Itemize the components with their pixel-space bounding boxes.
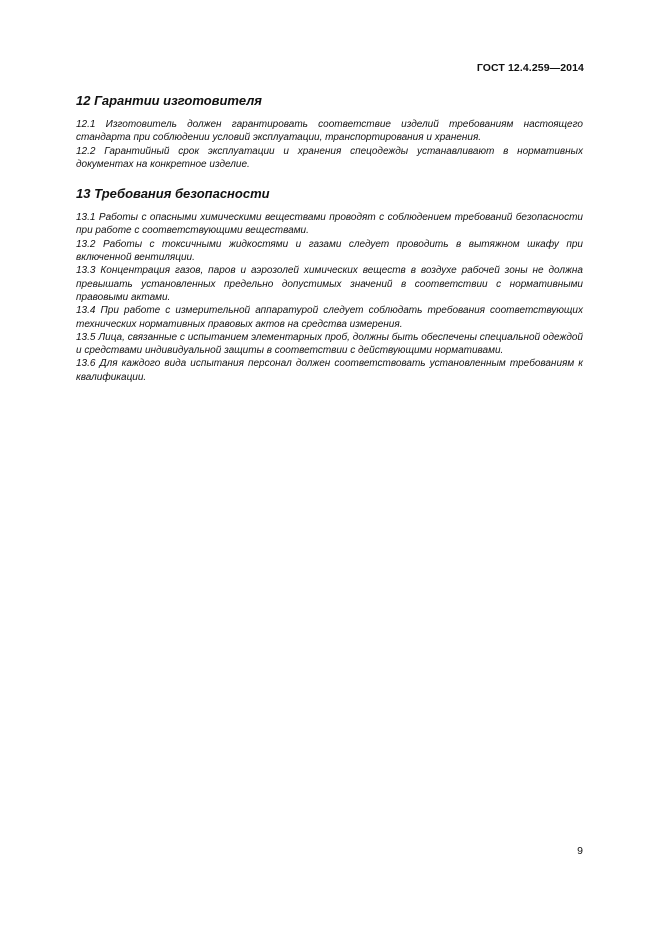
paragraph-13-6: 13.6 Для каждого вида испытания персонал должен соответствовать установленным требованиям к квалификации.: [76, 358, 583, 383]
section-title: 13 Требования безопасности: [76, 186, 270, 202]
section-manufacturer-warranty: [76, 92, 583, 171]
paragraph-13-3: 13.3 Концентрация газов, паров и аэрозолей химических веществ в воздухе рабочей зоны не должна превышать установленных предельно допустимых значений в соответствии с нормативными правовыми актами.: [76, 265, 583, 303]
paragraph-12-1: 12.1 Изготовитель должен гарантировать соответствие изделий требованиям настоящего стандарта при соблюдении условий эксплуатации, транспортирования и хранения.: [76, 119, 583, 144]
section-title: 12 Гарантии изготовителя: [76, 93, 262, 108]
section-safety-requirements: [76, 185, 583, 384]
document-code: ГОСТ 12.4.259—2014: [476, 62, 584, 74]
paragraph-12-2: 12.2 Гарантийный срок эксплуатации и хранения спецодежды устанавливают в нормативных документах на конкретное изделие.: [76, 145, 583, 170]
document-body: [76, 92, 583, 384]
paragraph-13-1: 13.1 Работы с опасными химическими веществами проводят с соблюдением требований безопасности при работе с соответствующими веществами.: [76, 212, 583, 237]
paragraph-13-4: 13.4 При работе с измерительной аппаратурой следует соблюдать требования соответствующих технических нормативных правовых актов на средства измерения.: [76, 305, 583, 330]
paragraph-13-5: 13.5 Лица, связанные с испытанием элементарных проб, должны быть обеспечены специальной одеждой и средствами индивидуальной защиты в соответствии с действующими нормативами.: [76, 331, 583, 357]
paragraph-13-2: 13.2 Работы с токсичными жидкостями и газами следует проводить в вытяжном шкафу при включенной вентиляции.: [76, 238, 583, 264]
page-number: 9: [577, 845, 583, 857]
